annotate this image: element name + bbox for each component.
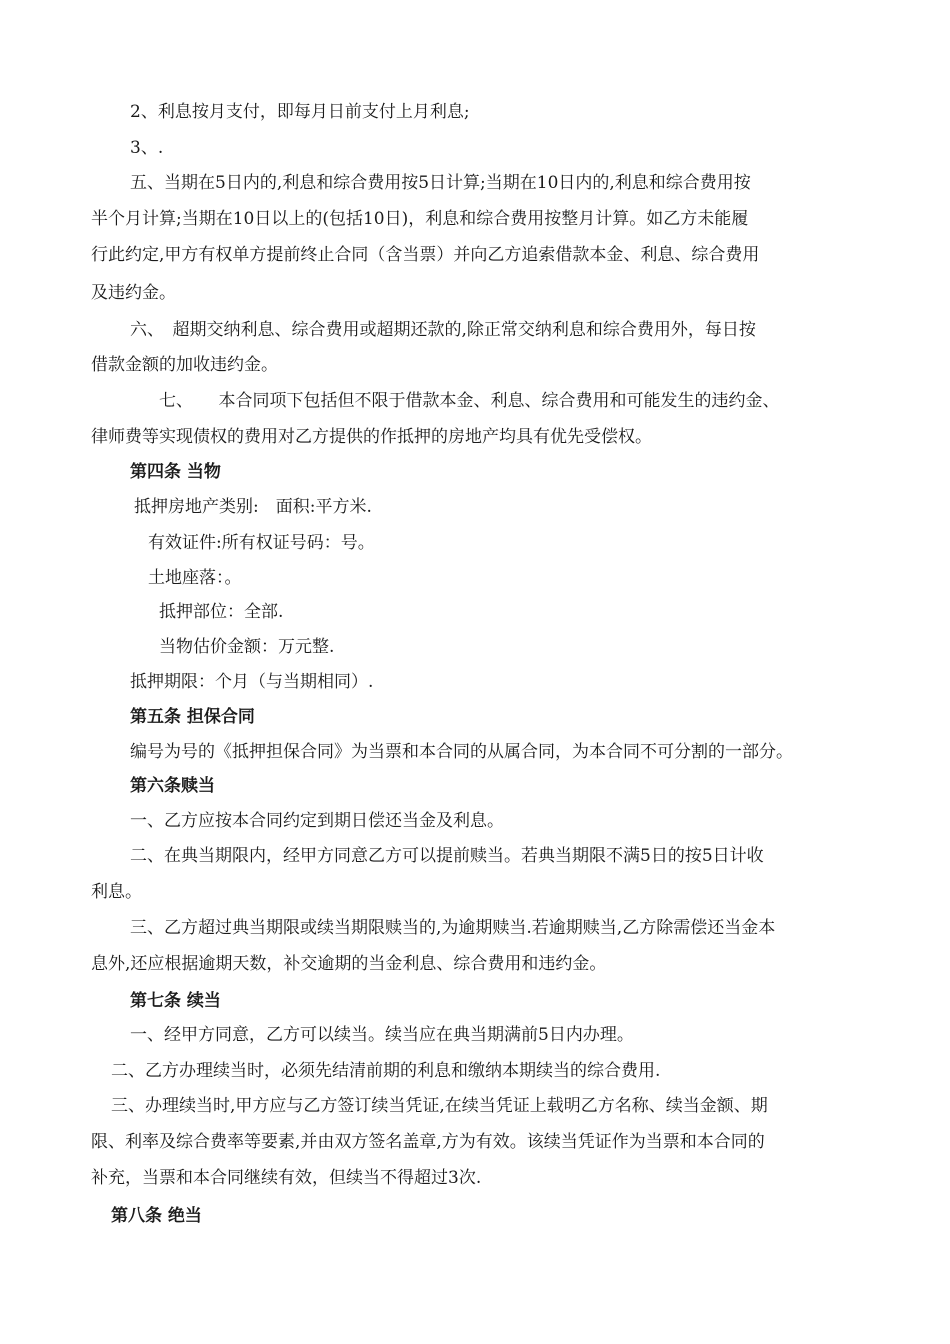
paragraph-line: 抵押部位：全部. <box>159 602 284 622</box>
section-heading: 第八条 绝当 <box>111 1206 202 1226</box>
paragraph-line: 三、办理续当时,甲方应与乙方签订续当凭证,在续当凭证上载明乙方名称、续当金额、期 <box>111 1096 768 1116</box>
paragraph-line: 及违约金。 <box>91 283 176 303</box>
paragraph-line: 息外,还应根据逾期天数，补交逾期的当金利息、综合费用和违约金。 <box>91 954 607 974</box>
paragraph-line: 五、当期在5日内的,利息和综合费用按5日计算;当期在10日内的,利息和综合费用按 <box>130 173 751 193</box>
paragraph-line: 3、. <box>130 138 164 158</box>
paragraph-line: 补充，当票和本合同继续有效，但续当不得超过3次. <box>91 1168 482 1188</box>
paragraph-line: 抵押期限：个月（与当期相同）. <box>130 672 374 692</box>
paragraph-line: 一、乙方应按本合同约定到期日偿还当金及利息。 <box>130 811 504 831</box>
paragraph-line: 半个月计算;当期在10日以上的(包括10日)，利息和综合费用按整月计算。如乙方未能履 <box>91 209 749 229</box>
paragraph-line: 编号为号的《抵押担保合同》为当票和本合同的从属合同，为本合同不可分割的一部分。 <box>130 742 793 762</box>
paragraph-line: 二、在典当期限内，经甲方同意乙方可以提前赎当。若典当期限不满5日的按5日计收 <box>130 846 764 866</box>
paragraph-line: 一、经甲方同意，乙方可以续当。续当应在典当期满前5日内办理。 <box>130 1025 634 1045</box>
paragraph-line: 当物估价金额：万元整. <box>159 637 335 657</box>
paragraph-line: 抵押房地产类别: 面积:平方米. <box>134 497 372 517</box>
paragraph-line: 有效证件:所有权证号码：号。 <box>148 533 375 553</box>
section-heading: 第五条 担保合同 <box>130 707 255 727</box>
paragraph-line: 借款金额的加收违约金。 <box>91 355 278 375</box>
paragraph-line: 土地座落：。 <box>148 568 242 588</box>
section-heading: 第四条 当物 <box>130 462 221 482</box>
paragraph-line: 2、利息按月支付，即每月日前支付上月利息; <box>130 102 470 122</box>
section-heading: 第七条 续当 <box>130 991 221 1011</box>
paragraph-line: 三、乙方超过典当期限或续当期限赎当的,为逾期赎当.若逾期赎当,乙方除需偿还当金本 <box>130 918 776 938</box>
paragraph-line: 限、利率及综合费率等要素,并由双方签名盖章,方为有效。该续当凭证作为当票和本合同的 <box>91 1132 765 1152</box>
paragraph-line: 二、乙方办理续当时，必须先结清前期的利息和缴纳本期续当的综合费用. <box>111 1061 661 1081</box>
paragraph-line: 六、 超期交纳利息、综合费用或超期还款的,除正常交纳利息和综合费用外，每日按 <box>130 320 756 340</box>
paragraph-line: 七、 本合同项下包括但不限于借款本金、利息、综合费用和可能发生的违约金、 <box>159 391 780 411</box>
section-heading: 第六条赎当 <box>130 776 215 796</box>
paragraph-line: 律师费等实现债权的费用对乙方提供的作抵押的房地产均具有优先受偿权。 <box>91 427 652 447</box>
paragraph-line: 利息。 <box>91 882 142 902</box>
paragraph-line: 行此约定,甲方有权单方提前终止合同（含当票）并向乙方追索借款本金、利息、综合费用 <box>91 245 760 265</box>
